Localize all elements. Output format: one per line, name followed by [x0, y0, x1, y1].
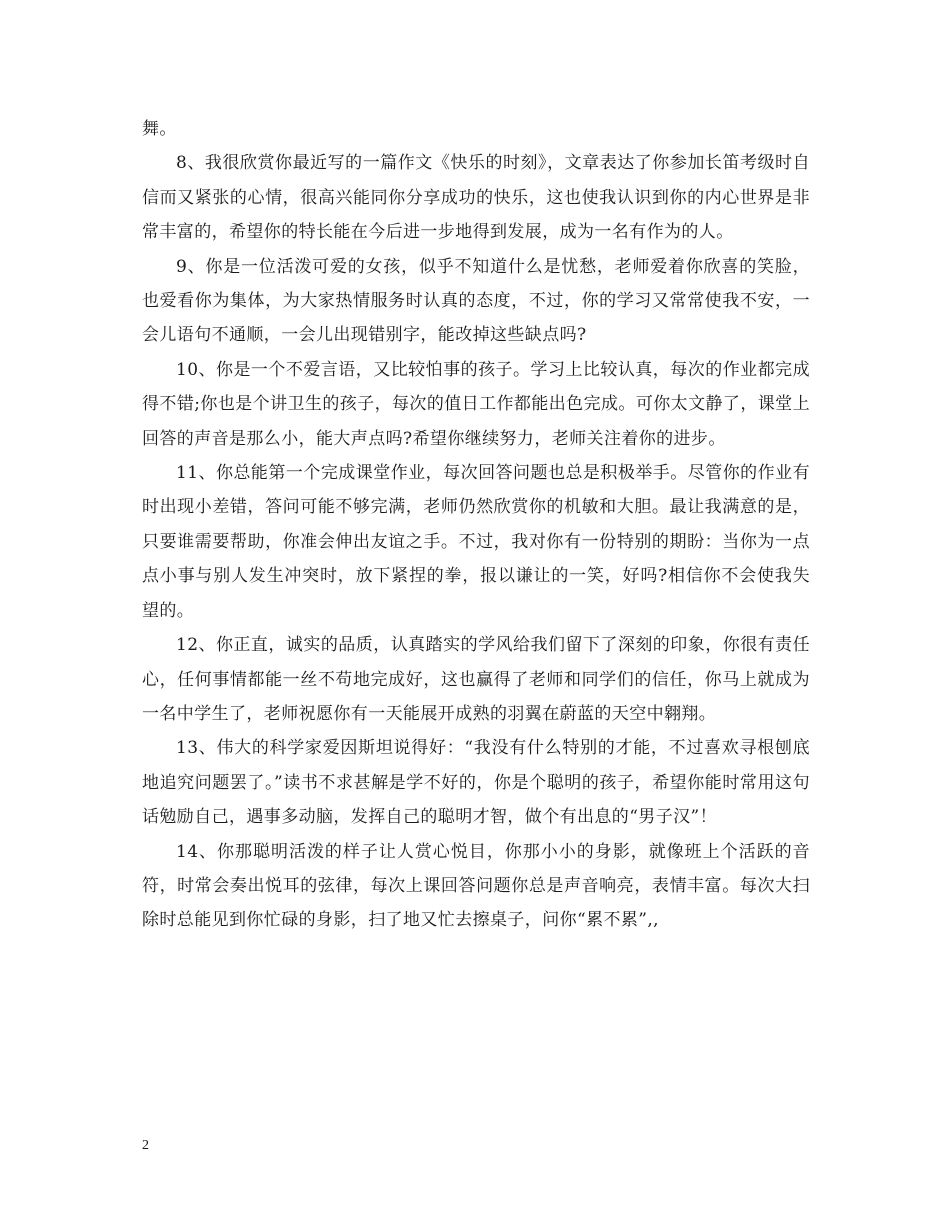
paragraph-item-13: 13、伟大的科学家爱因斯坦说得好：“我没有什么特别的才能，不过喜欢寻根刨底地追究问题罢了。”读书不求甚解是学不好的，你是个聪明的孩子，希望你能时常用这句话勉励自己，遇事多动脑，发挥自己的聪明才智，做个有出息的“男子汉”！ [142, 738, 810, 828]
paragraph-item-12: 12、你正直，诚实的品质，认真踏实的学风给我们留下了深刻的印象，你很有责任心，任何事情都能一丝不苟地完成好，这也赢得了老师和同学们的信任，你马上就成为一名中学生了，老师祝愿你有一天能展开成熟的羽翼在蔚蓝的天空中翱翔。 [142, 635, 810, 724]
paragraph-continuation: 舞。 [142, 119, 177, 139]
paragraph-item-14: 14、你那聪明活泼的样子让人赏心悦目，你那小小的身影，就像班上个活跃的音符，时常会奏出悦耳的弦律，每次上课回答问题你总是声音响亮，表情丰富。每次大扫除时总能见到你忙碌的身影，扫了地又忙去擦桌子，问你“累不累”,, [142, 841, 810, 931]
page-number: 2 [142, 1138, 149, 1153]
paragraph-item-10: 10、你是一个不爱言语，又比较怕事的孩子。学习上比较认真，每次的作业都完成得不错;你也是个讲卫生的孩子，每次的值日工作都能出色完成。可你太文静了，课堂上回答的声音是那么小，能大声点吗?希望你继续努力，老师关注着你的进步。 [142, 359, 810, 449]
paragraph-item-11: 11、你总能第一个完成课堂作业，每次回答问题也总是积极举手。尽管你的作业有时出现小差错，答问可能不够完满，老师仍然欣赏你的机敏和大胆。最让我满意的是，只要谁需要帮助，你准会伸出友谊之手。不过，我对你有一份特别的期盼：当你为一点点小事与别人发生冲突时，放下紧捏的拳，报以谦让的一笑，好吗?相信你不会使我失望的。 [142, 463, 810, 621]
document-body [142, 112, 810, 938]
paragraph-item-8: 8、我很欣赏你最近写的一篇作文《快乐的时刻》，文章表达了你参加长笛考级时自信而又紧张的心情，很高兴能同你分享成功的快乐，这也使我认识到你的内心世界是非常丰富的，希望你的特长能在今后进一步地得到发展，成为一名有作为的人。 [142, 153, 810, 243]
paragraph-item-9: 9、你是一位活泼可爱的女孩，似乎不知道什么是忧愁，老师爱着你欣喜的笑脸，也爱看你为集体，为大家热情服务时认真的态度，不过，你的学习又常常使我不安，一会儿语句不通顺，一会儿出现错别字，能改掉这些缺点吗? [142, 256, 810, 346]
